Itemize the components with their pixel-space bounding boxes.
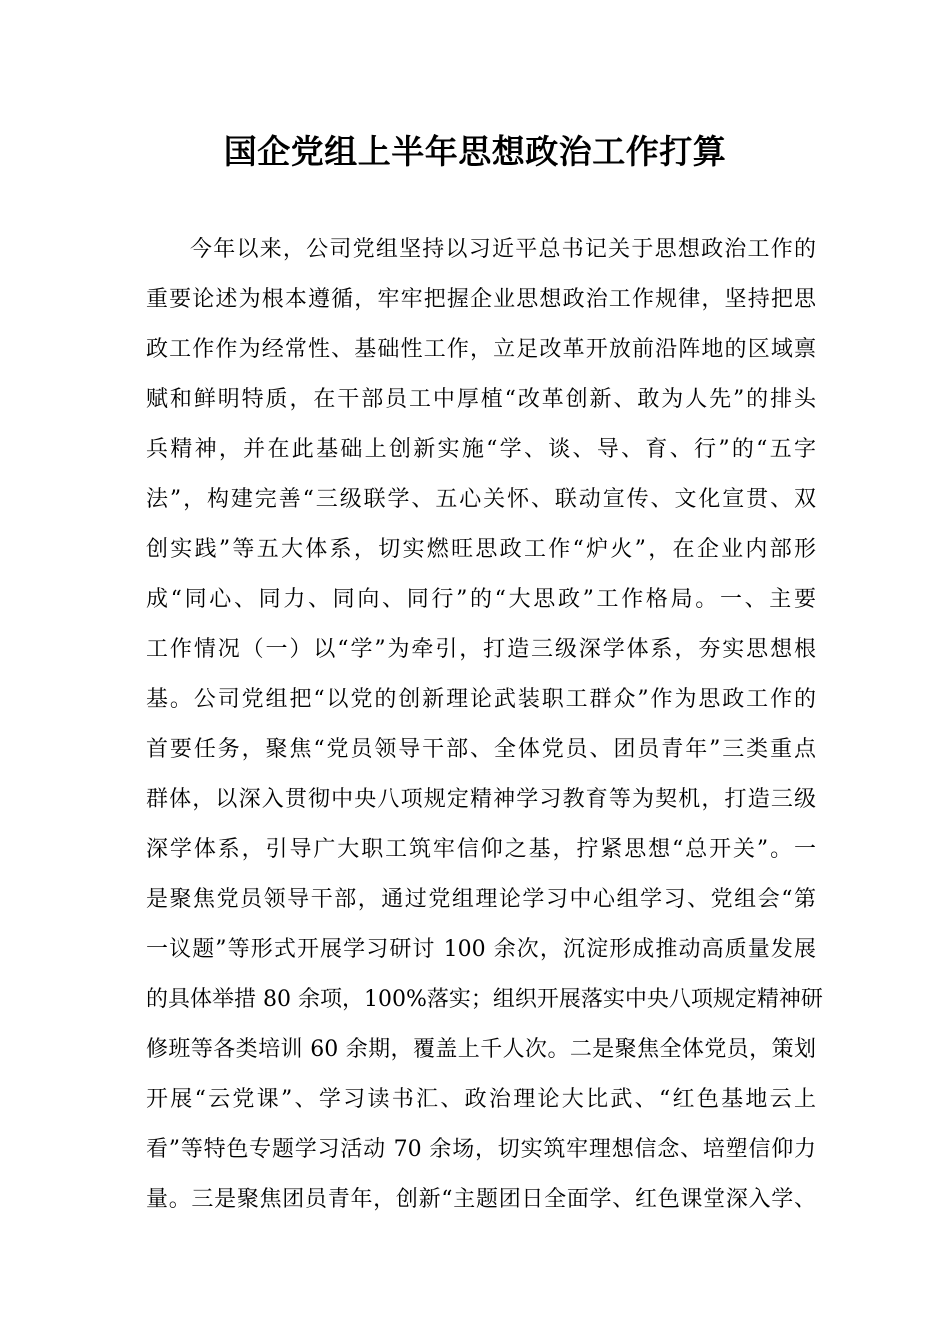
- body-line: 赋和鲜明特质，在干部员工中厚植“改革创新、敢为人先”的排头: [146, 387, 816, 412]
- body-line: 修班等各类培训 60 余期，覆盖上千人次。二是聚焦全体党员，策划: [146, 1037, 816, 1062]
- body-line: 深学体系，引导广大职工筑牢信仰之基，拧紧思想“总开关”。一: [146, 837, 816, 862]
- body-line: 兵精神，并在此基础上创新实施“学、谈、导、育、行”的“五字: [146, 437, 816, 462]
- body-line: 政工作作为经常性、基础性工作，立足改革开放前沿阵地的区域禀: [146, 337, 816, 362]
- body-line: 的具体举措 80 余项，100%落实；组织开展落实中央八项规定精神研: [146, 987, 823, 1012]
- document-title: 国企党组上半年思想政治工作打算: [223, 132, 727, 171]
- body-line: 开展“云党课”、学习读书汇、政治理论大比武、“红色基地云上: [146, 1087, 816, 1112]
- body-line: 群体，以深入贯彻中央八项规定精神学习教育等为契机，打造三级: [146, 787, 816, 812]
- body-line: 法”，构建完善“三级联学、五心关怀、联动宣传、文化宣贯、双: [146, 487, 816, 512]
- body-line: 首要任务，聚焦“党员领导干部、全体党员、团员青年”三类重点: [146, 737, 816, 762]
- body-line: 今年以来，公司党组坚持以习近平总书记关于思想政治工作的: [190, 237, 816, 262]
- body-line: 成“同心、同力、同向、同行”的“大思政”工作格局。一、主要: [146, 587, 816, 612]
- body-line: 创实践”等五大体系，切实燃旺思政工作“炉火”，在企业内部形: [146, 537, 816, 562]
- body-line: 基。公司党组把“以党的创新理论武装职工群众”作为思政工作的: [146, 687, 816, 712]
- body-line: 量。三是聚焦团员青年，创新“主题团日全面学、红色课堂深入学、: [146, 1187, 816, 1212]
- body-line: 看”等特色专题学习活动 70 余场，切实筑牢理想信念、培塑信仰力: [146, 1137, 816, 1162]
- body-line: 一议题”等形式开展学习研讨 100 余次，沉淀形成推动高质量发展: [146, 937, 816, 962]
- body-line: 重要论述为根本遵循，牢牢把握企业思想政治工作规律，坚持把思: [146, 287, 816, 312]
- body-line: 是聚焦党员领导干部，通过党组理论学习中心组学习、党组会“第: [146, 887, 816, 912]
- body-line: 工作情况（一）以“学”为牵引，打造三级深学体系，夯实思想根: [146, 637, 816, 662]
